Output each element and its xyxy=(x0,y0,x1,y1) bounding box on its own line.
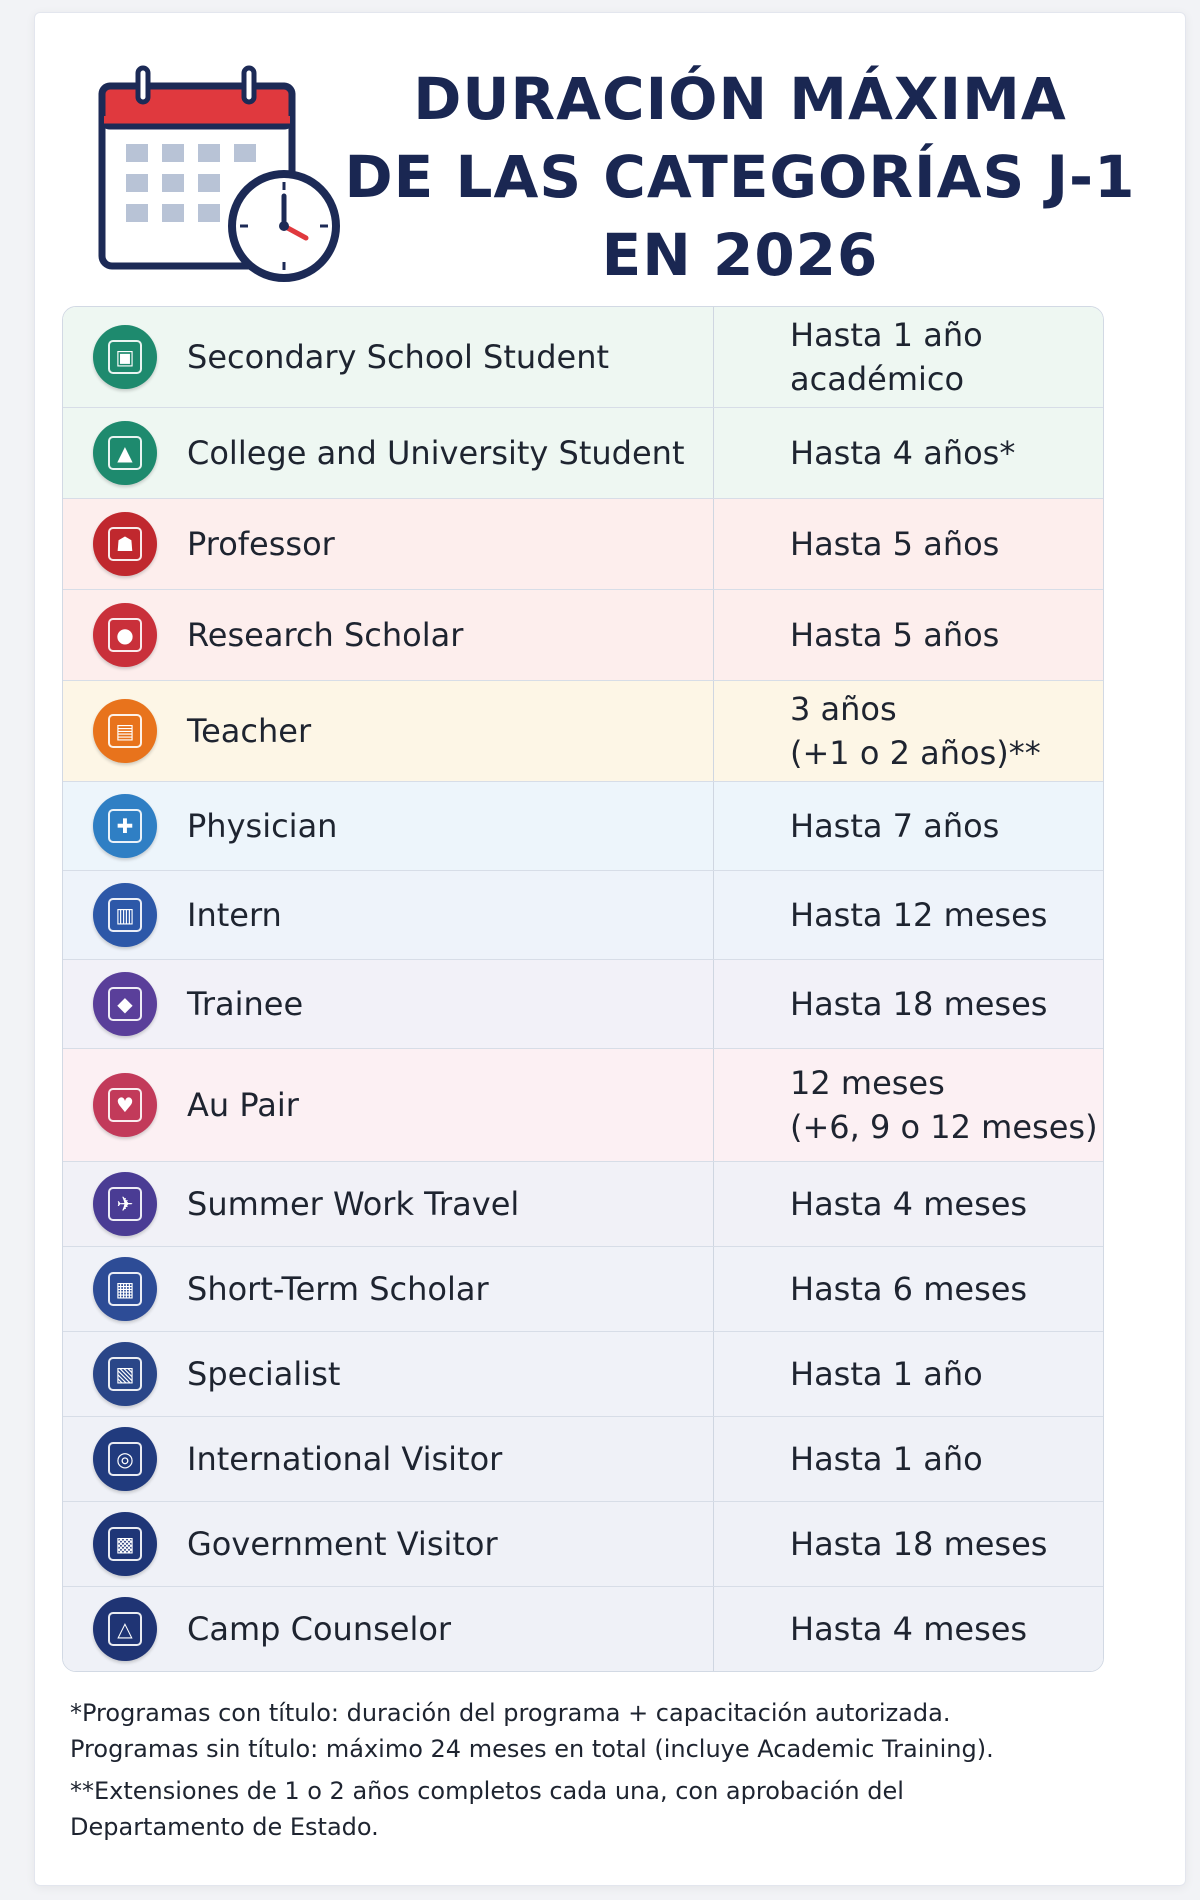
footnote-1-line-1: *Programas con título: duración del programa + capacitación autorizada. xyxy=(70,1699,951,1727)
category-cell xyxy=(63,408,714,498)
category-name: Physician xyxy=(187,807,338,845)
table-row xyxy=(63,407,1103,498)
table-row xyxy=(63,781,1103,870)
duration-text: Hasta 12 meses xyxy=(790,896,1048,934)
category-cell xyxy=(63,1049,714,1161)
duration-text: (+1 o 2 años)** xyxy=(790,734,1041,772)
duration-text: Hasta 5 años xyxy=(790,616,1000,654)
duration-text: Hasta 7 años xyxy=(790,807,1000,845)
category-cell xyxy=(63,681,714,781)
category-name: Research Scholar xyxy=(187,616,464,654)
table-row xyxy=(63,1331,1103,1416)
school-icon: ▣ xyxy=(93,325,157,389)
category-name: Au Pair xyxy=(187,1086,299,1124)
duration-cell xyxy=(714,307,1103,407)
tent-icon: △ xyxy=(93,1597,157,1661)
category-cell xyxy=(63,1332,714,1416)
categories-table xyxy=(62,306,1104,1672)
duration-cell xyxy=(714,1502,1103,1586)
government-building-icon: ▩ xyxy=(93,1512,157,1576)
table-row xyxy=(63,1416,1103,1501)
book-icon: ▦ xyxy=(93,1257,157,1321)
category-cell xyxy=(63,590,714,680)
professor-icon: ☗ xyxy=(93,512,157,576)
category-cell xyxy=(63,960,714,1048)
footnote-2 xyxy=(70,1773,1140,1845)
duration-text: académico xyxy=(790,360,965,398)
duration-text: Hasta 18 meses xyxy=(790,985,1048,1023)
table-row xyxy=(63,1161,1103,1246)
duration-cell xyxy=(714,1417,1103,1501)
physician-icon: ✚ xyxy=(93,794,157,858)
category-name: Specialist xyxy=(187,1355,341,1393)
category-cell xyxy=(63,1417,714,1501)
duration-cell xyxy=(714,1162,1103,1246)
category-name: Professor xyxy=(187,525,335,563)
duration-text: Hasta 1 año xyxy=(790,1440,983,1478)
category-cell xyxy=(63,1162,714,1246)
footnotes xyxy=(70,1695,1140,1845)
duration-text: Hasta 1 año xyxy=(790,316,983,354)
duration-text: 3 años xyxy=(790,690,897,728)
teacher-icon: ▤ xyxy=(93,699,157,763)
category-cell xyxy=(63,1502,714,1586)
au-pair-icon: ♥ xyxy=(93,1073,157,1137)
table-row xyxy=(63,307,1103,407)
intern-icon: ▥ xyxy=(93,883,157,947)
duration-cell xyxy=(714,871,1103,959)
duration-cell xyxy=(714,1247,1103,1331)
trainee-icon: ◆ xyxy=(93,972,157,1036)
title-line-2: DE LAS CATEGORÍAS J-1 xyxy=(344,143,1136,211)
table-row xyxy=(63,1048,1103,1161)
duration-text: Hasta 1 año xyxy=(790,1355,983,1393)
table-row xyxy=(63,959,1103,1048)
category-cell xyxy=(63,1247,714,1331)
page-title xyxy=(340,60,1140,294)
duration-text: 12 meses xyxy=(790,1064,945,1102)
duration-cell xyxy=(714,1332,1103,1416)
table-row xyxy=(63,1246,1103,1331)
table-row xyxy=(63,1586,1103,1671)
category-name: Government Visitor xyxy=(187,1525,498,1563)
table-row xyxy=(63,1501,1103,1586)
table-row xyxy=(63,680,1103,781)
category-cell xyxy=(63,782,714,870)
category-name: International Visitor xyxy=(187,1440,503,1478)
duration-text: Hasta 4 meses xyxy=(790,1610,1028,1648)
category-cell xyxy=(63,1587,714,1671)
category-cell xyxy=(63,499,714,589)
travel-icon: ✈ xyxy=(93,1172,157,1236)
title-line-1: DURACIÓN MÁXIMA xyxy=(413,65,1067,133)
footnote-1 xyxy=(70,1695,1140,1767)
category-name: College and University Student xyxy=(187,434,685,472)
category-name: Trainee xyxy=(187,985,304,1023)
category-cell xyxy=(63,871,714,959)
duration-cell xyxy=(714,1049,1103,1161)
table-row xyxy=(63,589,1103,680)
duration-text: Hasta 4 años* xyxy=(790,434,1016,472)
duration-text: (+6, 9 o 12 meses) xyxy=(790,1108,1098,1146)
duration-text: Hasta 6 meses xyxy=(790,1270,1028,1308)
category-name: Teacher xyxy=(187,712,312,750)
category-cell xyxy=(63,307,714,407)
category-name: Secondary School Student xyxy=(187,338,610,376)
duration-text: Hasta 4 meses xyxy=(790,1185,1028,1223)
globe-icon: ◎ xyxy=(93,1427,157,1491)
footnote-2-line-1: **Extensiones de 1 o 2 años completos cada una, con aprobación del xyxy=(70,1777,904,1805)
footnote-1-line-2: Programas sin título: máximo 24 meses en total (incluye Academic Training). xyxy=(70,1735,994,1763)
duration-text: Hasta 18 meses xyxy=(790,1525,1048,1563)
specialist-icon: ▧ xyxy=(93,1342,157,1406)
duration-cell xyxy=(714,1587,1103,1671)
duration-cell xyxy=(714,499,1103,589)
calendar-clock-icon xyxy=(66,60,366,300)
duration-cell xyxy=(714,590,1103,680)
duration-text: Hasta 5 años xyxy=(790,525,1000,563)
researcher-icon: ● xyxy=(93,603,157,667)
duration-cell xyxy=(714,960,1103,1048)
title-line-3: EN 2026 xyxy=(601,221,879,289)
category-name: Summer Work Travel xyxy=(187,1185,520,1223)
category-name: Intern xyxy=(187,896,282,934)
table-row xyxy=(63,870,1103,959)
category-name: Short-Term Scholar xyxy=(187,1270,489,1308)
category-name: Camp Counselor xyxy=(187,1610,452,1648)
duration-cell xyxy=(714,408,1103,498)
table-row xyxy=(63,498,1103,589)
graduation-cap-icon: ▲ xyxy=(93,421,157,485)
duration-cell xyxy=(714,681,1103,781)
duration-cell xyxy=(714,782,1103,870)
footnote-2-line-2: Departamento de Estado. xyxy=(70,1813,379,1841)
